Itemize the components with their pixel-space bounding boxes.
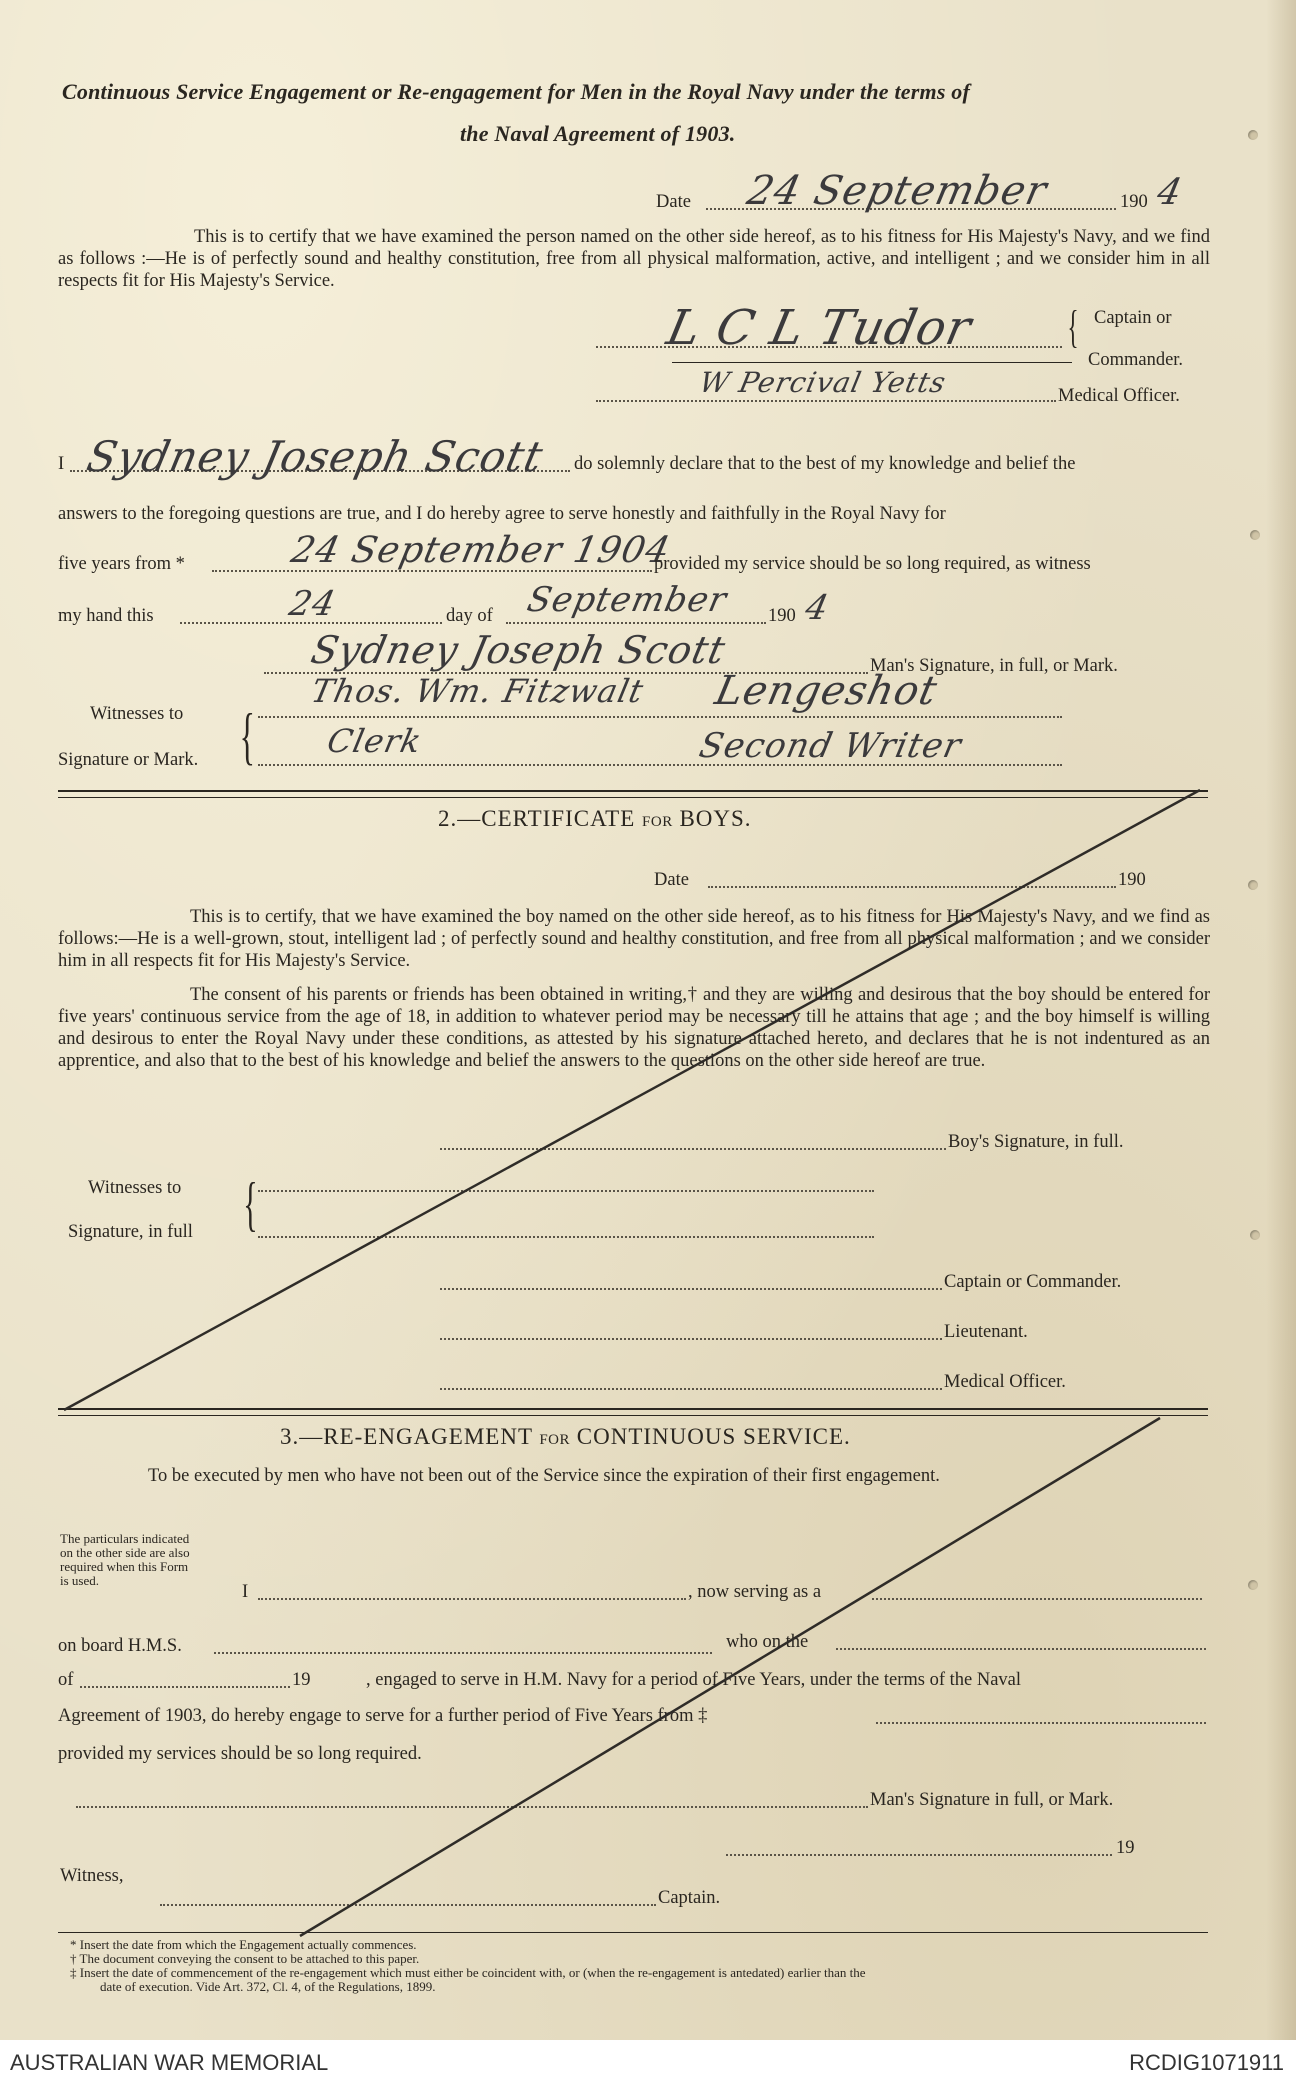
section3-heading-for: FOR: [539, 1432, 571, 1448]
reeng-engaged-text: , engaged to serve in H.M. Navy for a period of Five Years, under the terms of the Naval: [366, 1670, 1022, 1690]
boys-date-year: 190: [1118, 870, 1146, 890]
form-title-line1: Continuous Service Engagement or Re-engagement for Men in the Royal Navy under the terms of: [62, 79, 971, 104]
declarant-name-handwritten: Sydney Joseph Scott: [82, 432, 548, 481]
five-years-from-handwritten: 24 September 1904: [287, 530, 675, 571]
boys-signature-in-full-label: Signature, in full: [68, 1222, 193, 1242]
footer-bar: [0, 2040, 1296, 2082]
boys-certificate-paragraph1: This is to certify, that we have examined the boy named on the other side hereof, as to his fitness for His Majesty's Navy, and we find as follows:—He is a well-grown, stout, intelligent lad ; of perfectly sound and healthy constitution, and free from all physical malformation ; and we consider him in all respects fit for His Majesty's Service.: [58, 907, 1210, 971]
reeng-mans-signature-label: Man's Signature in full, or Mark.: [870, 1790, 1114, 1810]
reeng-witness-label: Witness,: [60, 1866, 124, 1886]
witness2-role-handwritten: Second Writer: [695, 726, 966, 766]
reeng-19: 19: [292, 1670, 311, 1690]
brace: {: [1067, 301, 1079, 352]
commander-label: Commander.: [1088, 350, 1184, 370]
declaration-line3-end: provided my service should be so long required, as witness: [654, 554, 1091, 574]
footer-id: RCDIG1071911: [1129, 2050, 1284, 2075]
month-handwritten: September: [523, 580, 731, 620]
footer-credit: AUSTRALIAN WAR MEMORIAL: [10, 2050, 329, 2075]
section3-heading-num: 3.—RE-ENGAGEMENT: [280, 1424, 533, 1449]
mans-signature-handwritten: Sydney Joseph Scott: [307, 628, 730, 672]
section2-heading-for: FOR: [642, 814, 673, 830]
reeng-date-19: 19: [1116, 1838, 1135, 1858]
reeng-captain-label: Captain.: [658, 1888, 721, 1908]
reeng-provided: provided my services should be so long required.: [58, 1744, 422, 1764]
brace: {: [239, 700, 256, 771]
declaration-I: I: [58, 454, 65, 474]
declaration-line2: answers to the foregoing questions are true, and I do hereby agree to serve honestly and faithfully in the Royal Navy for: [58, 504, 946, 524]
date-label: Date: [656, 192, 691, 212]
declaration-line3-start: five years from *: [58, 554, 185, 574]
footnote-4: date of execution. Vide Art. 372, Cl. 4, of the Regulations, 1899.: [100, 1979, 436, 1994]
signature-or-mark-label: Signature or Mark.: [58, 750, 199, 770]
captain-or-label: Captain or: [1094, 308, 1172, 328]
date-handwritten: 24 September: [743, 168, 1052, 214]
declaration-line1-end: do solemnly declare that to the best of my knowledge and belief the: [574, 454, 1076, 474]
section2-heading-num: 2.—CERTIFICATE: [438, 806, 636, 831]
reeng-who-on-the: who on the: [726, 1632, 809, 1652]
medical-officer-label: Medical Officer.: [1058, 386, 1180, 406]
witness2-handwritten: Clerk: [323, 722, 426, 760]
declaration-line4-start: my hand this: [58, 606, 154, 626]
section3-cancel-stroke: [300, 1418, 1160, 1936]
declaration-year-handwritten: 4: [801, 588, 833, 628]
boys-signature-label: Boy's Signature, in full.: [948, 1132, 1124, 1152]
section3-side-note: The particulars indicated on the other side are also required when this Form is used.: [60, 1531, 190, 1588]
reeng-now-serving: , now serving as a: [688, 1582, 822, 1602]
footnote-1: * Insert the date from which the Engagement actually commences.: [70, 1937, 417, 1952]
day-of-label: day of: [446, 606, 493, 626]
reeng-agreement-line: Agreement of 1903, do hereby engage to serve for a further period of Five Years from ‡: [58, 1706, 708, 1726]
captain-signature-handwritten: L C L Tudor: [662, 300, 977, 356]
medical-officer-signature-handwritten: W Percival Yetts: [696, 366, 950, 399]
declaration-year-prefix: 190: [768, 606, 796, 626]
day-handwritten: 24: [285, 584, 340, 624]
section2-heading-boys: BOYS.: [679, 806, 752, 831]
form-title-line2: the Naval Agreement of 1903.: [460, 121, 736, 146]
reeng-of: of: [58, 1670, 74, 1690]
section2-cancel-stroke: [64, 790, 1200, 1410]
section3-heading-rest: CONTINUOUS SERVICE.: [576, 1424, 851, 1449]
boys-lieutenant-label: Lieutenant.: [944, 1322, 1028, 1342]
boys-medical-officer-label: Medical Officer.: [944, 1372, 1066, 1392]
medical-certificate-paragraph: This is to certify that we have examined the person named on the other side hereof, as to his fitness for His Majesty's Navy, and we find as follows :—He is of perfectly sound and healthy constitution, free from all physical malformation, active, and intelligent ; and we consider him in all respects fit for His Majesty's Service.: [58, 227, 1210, 291]
boys-certificate-paragraph2: The consent of his parents or friends has been obtained in writing,† and they are willing and desirous that the boy should be entered for five years' continuous service from the age of 18, in addition to whatever period may be necessary till he attains that age ; and the boy himself is willing and desirous to enter the Royal Navy under these conditions, as attested by his signature attached hereto, and declares that he is not indentured as an apprentice, and also that to the best of his knowledge and belief the answers to the questions on the other side hereof are true.: [58, 985, 1210, 1071]
witness1-handwritten: Thos. Wm. Fitzwalt: [307, 672, 648, 710]
brace: {: [243, 1171, 258, 1237]
date-year-handwritten: 4: [1153, 172, 1187, 213]
boys-witnesses-to-label: Witnesses to: [88, 1178, 182, 1198]
reeng-on-board: on board H.M.S.: [58, 1636, 182, 1656]
boys-date-label: Date: [654, 870, 689, 890]
section3-subheading: To be executed by men who have not been out of the Service since the expiration of their first engagement.: [148, 1466, 940, 1486]
date-year-prefix: 190: [1120, 192, 1148, 212]
mans-signature-label: Man's Signature, in full, or Mark.: [870, 656, 1118, 676]
footnote-3: ‡ Insert the date of commencement of the re-engagement which must either be coincident with, or (when the re-engagement is antedated) earlier than the: [70, 1965, 866, 1980]
reeng-I: I: [242, 1582, 249, 1602]
footnote-2: † The document conveying the consent to be attached to this paper.: [70, 1951, 420, 1966]
boys-captain-or-commander-label: Captain or Commander.: [944, 1272, 1122, 1292]
witnesses-to-label: Witnesses to: [90, 704, 184, 724]
witness1-role-handwritten: Lengeshot: [711, 668, 942, 714]
